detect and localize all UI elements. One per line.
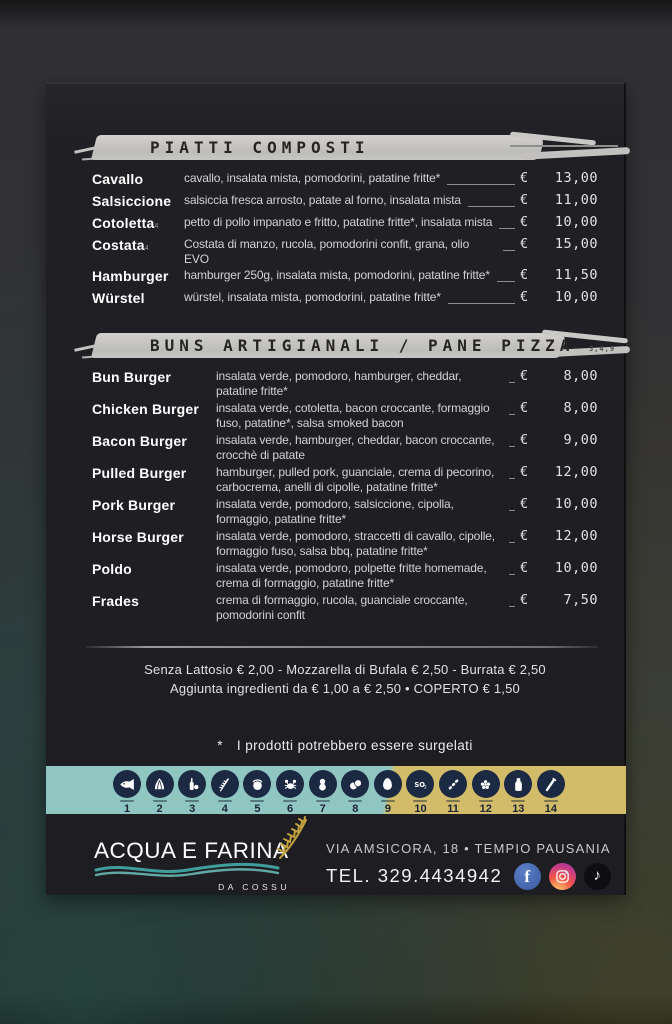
menu-item-name: Frades <box>92 593 140 609</box>
menu-item-price: € 10,00 <box>520 560 598 576</box>
sesame-pod-icon <box>444 775 463 794</box>
menu-item-row <box>92 561 598 590</box>
menu-item-row <box>92 171 598 191</box>
price-leader-line <box>509 401 515 415</box>
menu-item-price: € 8,00 <box>520 400 598 416</box>
allergen-badge <box>472 770 500 798</box>
allergen-number: 2 <box>156 803 163 815</box>
menu-item-row <box>92 237 598 266</box>
allergen-badge <box>178 770 206 798</box>
brand-subtitle: DA COSSU <box>218 882 290 892</box>
menu-item-row <box>92 290 598 310</box>
allergen-badge <box>243 770 271 798</box>
allergen-number: 3 <box>189 803 196 815</box>
menu-item-row <box>92 465 598 494</box>
allergen-item <box>503 770 533 815</box>
menu-item-description: crema di formaggio, rucola, guanciale croccante, pomodorini confit <box>216 593 468 622</box>
allergen-mark: 4 <box>154 223 159 230</box>
menu-item-row <box>92 215 598 235</box>
menu-item-description: insalata verde, pomodoro, salsiccione, cipolla, formaggio, patatine fritte* <box>216 497 454 526</box>
bottle-glass-icon <box>183 775 202 794</box>
allergen-legend-bar <box>46 766 626 814</box>
allergen-item <box>405 770 435 815</box>
menu-item-row <box>92 369 598 398</box>
allergen-label <box>544 800 558 802</box>
menu-item-name: Pork Burger <box>92 497 176 513</box>
allergen-item <box>308 770 338 815</box>
allergen-item <box>112 770 142 815</box>
price-leader-line <box>509 433 515 447</box>
allergen-label <box>479 800 493 802</box>
menu-item-name: Bun Burger <box>92 369 171 385</box>
price-leader-line <box>447 171 515 185</box>
price-leader-line <box>509 593 515 607</box>
allergen-number: 10 <box>414 803 427 815</box>
milk-bottle-icon <box>509 775 528 794</box>
allergen-number: 4 <box>221 803 228 815</box>
menu-item-row <box>92 433 598 462</box>
currency-symbol: € <box>520 400 529 416</box>
allergen-label <box>185 800 199 802</box>
allergen-item <box>340 770 370 815</box>
allergen-label <box>250 800 264 802</box>
menu-item-price: € 13,00 <box>520 170 598 186</box>
facebook-icon: f <box>514 863 541 890</box>
price-leader-line <box>509 497 515 511</box>
asterisk: * <box>217 738 223 753</box>
allergen-label <box>381 800 395 802</box>
egg-icon <box>378 775 397 794</box>
allergen-badge <box>537 770 565 798</box>
currency-symbol: € <box>520 267 529 283</box>
menu-item-row <box>92 268 598 288</box>
menu-item-description: insalata verde, cotoletta, bacon croccante, formaggio fuso, patatine*, salsa smoked bacon <box>216 401 490 430</box>
menu-item-price: € 11,50 <box>520 267 598 283</box>
menu-item-price: € 7,50 <box>520 592 598 608</box>
menu-item-name: Chicken Burger <box>92 401 200 417</box>
menu-item-name: Cotoletta4 <box>92 215 159 231</box>
allergen-item <box>275 770 305 815</box>
menu-item-price: € 10,00 <box>520 289 598 305</box>
menu-item-description: würstel, insalata mista, pomodorini, patatine fritte* <box>184 290 441 304</box>
section-header-piatti-composti <box>80 134 598 161</box>
section-title-subscript: 3,4,9 <box>589 345 616 353</box>
menu-item-price: € 12,00 <box>520 528 598 544</box>
menu-item-row <box>92 497 598 526</box>
allergen-label <box>348 800 362 802</box>
currency-symbol: € <box>520 432 529 448</box>
menu-item-description: petto di pollo impanato e fritto, patatine fritte*, insalata mista <box>184 215 493 229</box>
menu-item-name: Würstel <box>92 290 145 306</box>
extras-line-1: Senza Lattosio € 2,00 - Mozzarella di Bufala € 2,50 - Burrata € 2,50 <box>144 662 546 677</box>
menu-item-name: Bacon Burger <box>92 433 187 449</box>
footer <box>94 838 611 892</box>
section-title: BUNS ARTIGIANALI / PANE PIZZA 3,4,9 <box>150 336 616 355</box>
menu-item-description: salsiccia fresca arrosto, patate al forno, insalata mista <box>184 193 461 207</box>
allergen-badge <box>341 770 369 798</box>
allergen-number: 14 <box>544 803 558 815</box>
extras-line-2: Aggiunta ingredienti da € 1,00 a € 2,50 • COPERTO € 1,50 <box>170 681 520 696</box>
allergen-label <box>218 800 232 802</box>
allergen-label <box>120 800 134 802</box>
price-leader-line <box>499 215 515 229</box>
allergen-item <box>145 770 175 815</box>
menu-item-description: hamburger, pulled pork, guanciale, crema di pecorino, carbocrema, anelli di cipolle, patatine fritte* <box>216 465 495 494</box>
menu-item-price: € 15,00 <box>520 236 598 252</box>
allergen-item <box>373 770 403 815</box>
menu-item-description: hamburger 250g, insalata mista, pomodorini, patatine fritte* <box>184 268 490 282</box>
allergen-number: 5 <box>254 803 261 815</box>
menu-item-price: € 10,00 <box>520 214 598 230</box>
menu-item-price: € 10,00 <box>520 496 598 512</box>
shell-icon <box>150 775 169 794</box>
menu-item-row <box>92 401 598 430</box>
price-leader-line <box>448 290 515 304</box>
menu-item-description: insalata verde, pomodoro, hamburger, cheddar, patatine fritte* <box>216 369 462 398</box>
allergen-label <box>316 800 330 802</box>
allergen-number: 11 <box>447 803 459 815</box>
allergen-item <box>536 770 566 815</box>
allergen-label <box>153 800 167 802</box>
price-leader-line <box>468 193 515 207</box>
price-leader-line <box>509 369 515 383</box>
wheat-icon <box>215 775 234 794</box>
brand-name: ACQUA E FARINA <box>94 838 289 863</box>
contact-block <box>326 841 611 890</box>
menu-item-name: Salsiccione <box>92 193 172 209</box>
allergen-badge <box>374 770 402 798</box>
currency-symbol: € <box>520 368 529 384</box>
lupini-beans-icon <box>346 775 365 794</box>
allergen-badge <box>504 770 532 798</box>
fish-icon <box>118 775 137 794</box>
allergen-label <box>446 800 460 802</box>
menu-item-description: insalata verde, hamburger, cheddar, bacon croccante, crocchè di patate <box>216 433 495 462</box>
allergen-item <box>242 770 272 815</box>
so2-icon <box>411 775 430 794</box>
menu-item-row <box>92 529 598 558</box>
allergen-number: 1 <box>123 803 131 815</box>
allergen-label <box>511 800 525 802</box>
allergen-number: 8 <box>352 803 359 815</box>
price-leader-line <box>509 465 515 479</box>
allergen-number: 6 <box>286 803 294 815</box>
extras-block <box>92 660 598 698</box>
allergen-badge <box>211 770 239 798</box>
currency-symbol: € <box>520 192 529 208</box>
allergen-badge <box>146 770 174 798</box>
currency-symbol: € <box>520 289 529 305</box>
allergen-number: 7 <box>319 803 326 815</box>
allergen-number: 9 <box>384 803 391 815</box>
currency-symbol: € <box>520 214 529 230</box>
currency-symbol: € <box>520 464 529 480</box>
allergen-item <box>210 770 240 815</box>
section-header-buns-artigianali <box>80 332 616 359</box>
instagram-icon <box>549 863 576 890</box>
menu-item-description: insalata verde, pomodoro, polpette fritte homemade, crema di formaggio, patatine fritte* <box>216 561 487 590</box>
menu-card <box>46 82 626 895</box>
wheat-icon <box>270 812 316 862</box>
menu-item-description: cavallo, insalata mista, pomodorini, patatine fritte* <box>184 171 441 185</box>
menu-item-price: € 12,00 <box>520 464 598 480</box>
currency-symbol: € <box>520 560 529 576</box>
hazelnut-icon <box>248 775 267 794</box>
menu-item-name: Pulled Burger <box>92 465 187 481</box>
menu-item-name: Cavallo <box>92 171 144 187</box>
menu-item-name: Poldo <box>92 561 132 577</box>
menu-item-description: Costata di manzo, rucola, pomodorini confit, grana, olio EVO <box>184 237 470 266</box>
currency-symbol: € <box>520 170 529 186</box>
section-title: PIATTI COMPOSTI <box>150 138 370 157</box>
menu-item-row <box>92 193 598 213</box>
currency-symbol: € <box>520 236 529 252</box>
allergen-item <box>438 770 468 815</box>
allergen-badge <box>439 770 467 798</box>
allergen-badge <box>113 770 141 798</box>
address-line: VIA AMSICORA, 18 • TEMPIO PAUSANIA <box>326 840 611 856</box>
social-icons <box>514 863 611 890</box>
menu-item-name: Horse Burger <box>92 529 184 545</box>
celery-flower-icon <box>476 775 495 794</box>
price-leader-line <box>503 237 515 251</box>
allergen-mark: 4 <box>144 245 149 252</box>
brand-logo <box>94 838 302 892</box>
currency-symbol: € <box>520 592 529 608</box>
allergen-badge <box>406 770 434 798</box>
currency-symbol: € <box>520 496 529 512</box>
allergen-label <box>413 800 427 802</box>
menu-section-buns-artigianali <box>92 369 598 622</box>
sesame-stick-icon <box>541 775 560 794</box>
allergen-badge <box>276 770 304 798</box>
peanut-icon <box>313 775 332 794</box>
menu-item-name: Hamburger <box>92 268 169 284</box>
crab-icon <box>281 775 300 794</box>
tiktok-icon: ♪ <box>584 863 611 890</box>
currency-symbol: € <box>520 528 529 544</box>
menu-item-row <box>92 593 598 622</box>
menu-item-description: insalata verde, pomodoro, straccetti di cavallo, cipolle, formaggio fuso, salsa bbq, patatine fritte* <box>216 529 495 558</box>
section-divider <box>86 646 598 648</box>
allergen-number: 13 <box>512 803 525 815</box>
allergen-number: 12 <box>479 803 492 815</box>
price-leader-line <box>497 268 515 282</box>
menu-item-price: € 11,00 <box>520 192 598 208</box>
menu-item-price: € 9,00 <box>520 432 598 448</box>
menu-section-piatti-composti <box>92 171 598 310</box>
allergen-badge <box>309 770 337 798</box>
price-leader-line <box>509 529 515 543</box>
menu-item-price: € 8,00 <box>520 368 598 384</box>
allergen-item <box>471 770 501 815</box>
menu-item-name: Costata4 <box>92 237 149 253</box>
frozen-products-note: * I prodotti potrebbero essere surgelati <box>217 738 473 753</box>
allergen-label <box>283 800 297 802</box>
phone-line: TEL. 329.4434942 <box>326 865 503 886</box>
allergen-item <box>177 770 207 815</box>
price-leader-line <box>509 561 515 575</box>
